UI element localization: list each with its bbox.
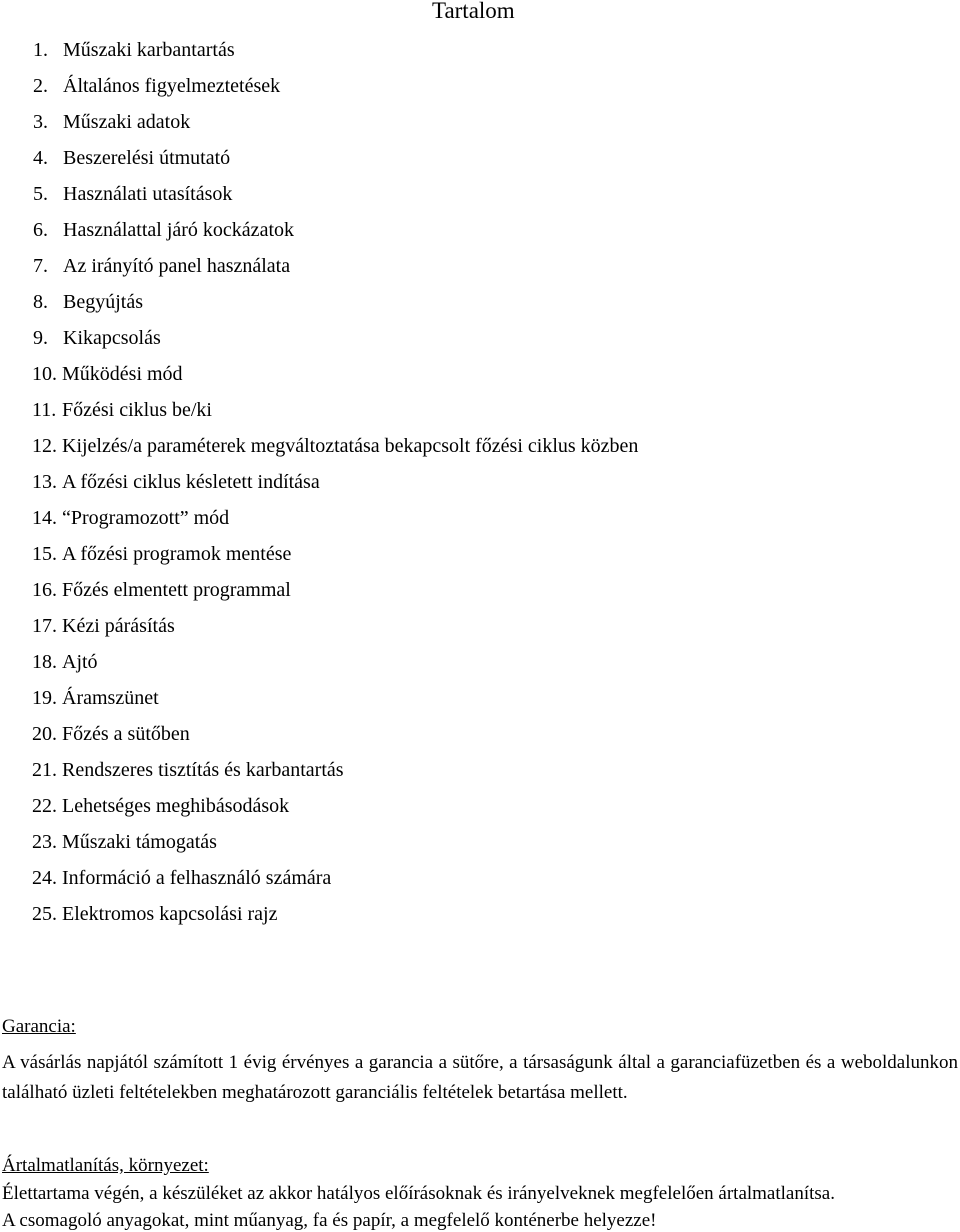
- toc-number: 22.: [32, 795, 57, 817]
- warranty-heading: Garancia:: [2, 1016, 76, 1037]
- toc-number: 23.: [32, 831, 57, 853]
- toc-label: A főzési ciklus késletett indítása: [62, 471, 320, 493]
- toc-number: 18.: [32, 651, 57, 673]
- toc-number: 24.: [32, 867, 57, 889]
- toc-number: 25.: [32, 903, 57, 925]
- toc-number: 12.: [32, 435, 57, 457]
- toc-number: 14.: [32, 507, 57, 529]
- toc-number: 9.: [33, 327, 48, 349]
- toc-number: 3.: [33, 111, 48, 133]
- toc-number: 5.: [33, 183, 48, 205]
- toc-label: Főzés a sütőben: [62, 723, 190, 745]
- toc-label: Elektromos kapcsolási rajz: [62, 903, 278, 925]
- disposal-line: A csomagoló anyagokat, mint műanyag, fa és papír, a megfelelő konténerbe helyezze!: [2, 1210, 657, 1231]
- toc-number: 13.: [32, 471, 57, 493]
- warranty-text: A vásárlás napjától számított 1 évig érvényes a garancia a sütőre, a társaságunk által a garanciafüzetben és a weboldalunkon található üzleti feltételekben meghatározott garanciális feltételek betartása mellett.: [2, 1052, 958, 1103]
- toc-label: Lehetséges meghibásodások: [62, 795, 290, 817]
- toc-label: Általános figyelmeztetések: [63, 75, 281, 97]
- toc-label: Használattal járó kockázatok: [63, 219, 294, 241]
- toc-number: 21.: [32, 759, 57, 781]
- toc-label: Információ a felhasználó számára: [62, 867, 332, 889]
- toc-label: “Programozott” mód: [62, 507, 230, 529]
- toc-number: 1.: [33, 39, 48, 61]
- toc-label: Ajtó: [62, 651, 98, 673]
- toc-label: Főzési ciklus be/ki: [62, 399, 212, 421]
- toc-number: 6.: [33, 219, 48, 241]
- toc-number: 4.: [33, 147, 48, 169]
- toc-number: 10.: [32, 363, 57, 385]
- toc-number: 16.: [32, 579, 57, 601]
- toc-label: Kikapcsolás: [63, 327, 161, 349]
- toc-label: Rendszeres tisztítás és karbantartás: [62, 759, 344, 781]
- toc-label: Begyújtás: [63, 291, 143, 313]
- toc-label: Működési mód: [62, 363, 183, 385]
- toc-number: 15.: [32, 543, 57, 565]
- toc-number: 2.: [33, 75, 48, 97]
- toc-label: Használati utasítások: [63, 183, 233, 205]
- toc-label: A főzési programok mentése: [62, 543, 292, 565]
- toc-label: Beszerelési útmutató: [63, 147, 231, 169]
- toc-label: Műszaki adatok: [63, 111, 191, 133]
- toc-label: Főzés elmentett programmal: [62, 579, 291, 601]
- toc-number: 7.: [33, 255, 48, 277]
- toc-number: 8.: [33, 291, 48, 313]
- disposal-line: Élettartama végén, a készüléket az akkor hatályos előírásoknak és irányelveknek megfelelően ártalmatlanítsa.: [2, 1183, 835, 1204]
- toc-label: Műszaki karbantartás: [63, 39, 235, 61]
- toc-label: Áramszünet: [62, 687, 159, 709]
- toc-number: 19.: [32, 687, 57, 709]
- toc-label: Kijelzés/a paraméterek megváltoztatása bekapcsolt főzési ciklus közben: [62, 435, 639, 457]
- toc-label: Az irányító panel használata: [63, 255, 291, 277]
- toc-number: 20.: [32, 723, 57, 745]
- disposal-heading: Ártalmatlanítás, környezet:: [2, 1155, 209, 1176]
- toc-label: Műszaki támogatás: [62, 831, 217, 853]
- page-title: Tartalom: [432, 0, 515, 23]
- toc-number: 17.: [32, 615, 57, 637]
- toc-number: 11.: [32, 399, 57, 421]
- toc-label: Kézi párásítás: [62, 615, 175, 637]
